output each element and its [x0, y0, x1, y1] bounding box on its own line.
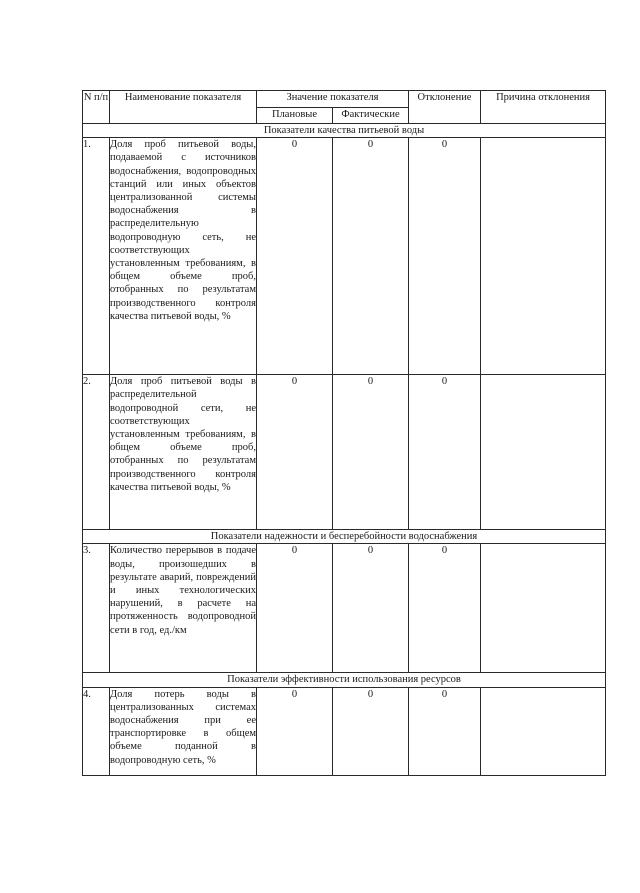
- row-indicator-name: Доля проб питьевой воды в распределительной водопроводной сети, не соответствующих установленным требованиям, в общем объеме проб, отобранных по результатам производственного контроля качества питьевой воды, %: [110, 375, 257, 530]
- section-row: [83, 673, 606, 687]
- header-num: N п/п: [83, 91, 110, 124]
- header-value-group: Значение показателя: [257, 91, 409, 108]
- row-actual: 0: [333, 375, 409, 530]
- row-number: 2.: [83, 375, 110, 530]
- section-row: [83, 530, 606, 544]
- row-planned: 0: [257, 687, 333, 775]
- header-actual: Фактические: [333, 108, 409, 124]
- header-deviation: Отклонение: [409, 91, 481, 124]
- row-indicator-name: Доля проб питьевой воды, подаваемой с источников водоснабжения, водопроводных станций или иных объектов централизованной системы водоснабжения в распределительную водопроводную сеть, не соответствующих установленным требованиям, в общем объеме проб, отобранных по результатам производственного контроля качества питьевой воды, %: [110, 138, 257, 375]
- table-row: [83, 687, 606, 775]
- row-planned: 0: [257, 375, 333, 530]
- header-planned: Плановые: [257, 108, 333, 124]
- row-deviation: 0: [409, 138, 481, 375]
- row-cause: [481, 544, 606, 673]
- row-actual: 0: [333, 687, 409, 775]
- row-actual: 0: [333, 544, 409, 673]
- row-number: 3.: [83, 544, 110, 673]
- table-row: [83, 375, 606, 530]
- row-number: 4.: [83, 687, 110, 775]
- section-reliability: Показатели надежности и бесперебойности водоснабжения: [83, 530, 606, 544]
- table-row: [83, 138, 606, 375]
- row-indicator-name: Доля потерь воды в централизованных системах водоснабжения при ее транспортировке в общем объеме поданной в водопроводную сеть, %: [110, 687, 257, 775]
- row-deviation: 0: [409, 375, 481, 530]
- header-cause: Причина отклонения: [481, 91, 606, 124]
- row-deviation: 0: [409, 687, 481, 775]
- row-deviation: 0: [409, 544, 481, 673]
- section-water-quality: Показатели качества питьевой воды: [83, 124, 606, 138]
- row-planned: 0: [257, 544, 333, 673]
- row-cause: [481, 138, 606, 375]
- header-name: Наименование показателя: [110, 91, 257, 124]
- row-planned: 0: [257, 138, 333, 375]
- section-efficiency: Показатели эффективности использования ресурсов: [83, 673, 606, 687]
- row-number: 1.: [83, 138, 110, 375]
- table-row: [83, 544, 606, 673]
- row-cause: [481, 687, 606, 775]
- indicators-table: [82, 90, 606, 776]
- row-cause: [481, 375, 606, 530]
- header-row: [83, 91, 606, 108]
- section-row: [83, 124, 606, 138]
- row-actual: 0: [333, 138, 409, 375]
- row-indicator-name: Количество перерывов в подаче воды, произошедших в результате аварий, повреждений и иных технологических нарушений, в расчете на протяженность водопроводной сети в год, ед./км: [110, 544, 257, 673]
